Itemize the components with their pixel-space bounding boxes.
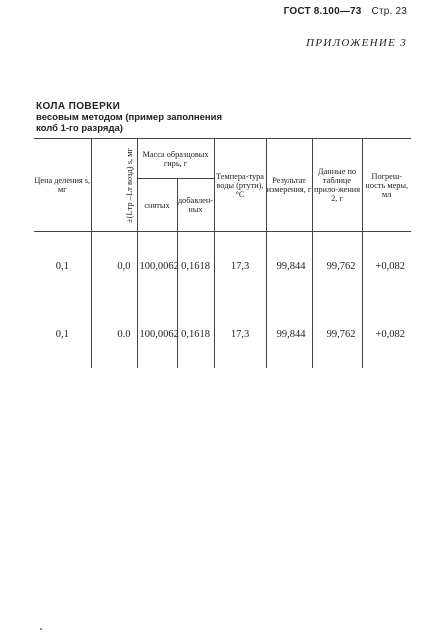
table-row: [34, 300, 411, 368]
page-header: [284, 6, 407, 17]
cell-result: 99,844: [266, 300, 312, 368]
cell-added: 0,1618: [177, 232, 214, 301]
header-added: добавлен-ных: [177, 179, 214, 232]
cell-error: +0,082: [375, 328, 405, 340]
cell-division: 0,1: [34, 300, 91, 368]
cell-added: 0,1618: [177, 300, 214, 368]
header-removed: снятых: [137, 179, 177, 232]
page-mark: [40, 628, 42, 630]
section-title-line-1: КОЛА ПОВЕРКИ: [36, 101, 121, 112]
header-difference: [91, 139, 137, 232]
section-title: [36, 101, 276, 134]
cell-difference: 0.0: [91, 300, 137, 368]
header-temperature: Темпера-тура воды (ртути), °С: [214, 139, 266, 232]
header-division: Цена деления s, мг: [34, 139, 91, 232]
header-difference-text: ±(Lтр –Lт возд) s, мг: [123, 147, 134, 223]
section-title-line-2: весовым методом (пример заполнения: [36, 112, 223, 123]
cell-removed: 100,0062: [137, 300, 177, 368]
cell-error: +0,082: [375, 260, 405, 272]
calibration-table: [34, 138, 411, 368]
header-result: Результат измерения, г: [266, 139, 312, 232]
page-number: Стр. 23: [371, 6, 407, 17]
header-table-data: Данные по таблице прило-жения 2, г: [312, 139, 362, 232]
cell-table-data: 99,762: [312, 300, 362, 368]
cell-difference: 0,0: [91, 232, 137, 301]
cell-result: 99,844: [266, 232, 312, 301]
header-error: Погреш-ность меры, мл: [362, 139, 411, 232]
table-row: [34, 232, 411, 301]
cell-table-data: 99,762: [312, 232, 362, 301]
cell-division: 0,1: [34, 232, 91, 301]
cell-temperature: 17,3: [214, 232, 266, 301]
standard-number: ГОСТ 8.100—73: [283, 6, 362, 17]
header-mass: Масса образцовых гирь, г: [137, 139, 214, 179]
section-title-line-3: колб 1-го разряда): [36, 123, 123, 134]
cell-removed: 100,0062: [137, 232, 177, 301]
appendix-label: ПРИЛОЖЕНИЕ 3: [306, 37, 407, 49]
cell-temperature: 17,3: [214, 300, 266, 368]
